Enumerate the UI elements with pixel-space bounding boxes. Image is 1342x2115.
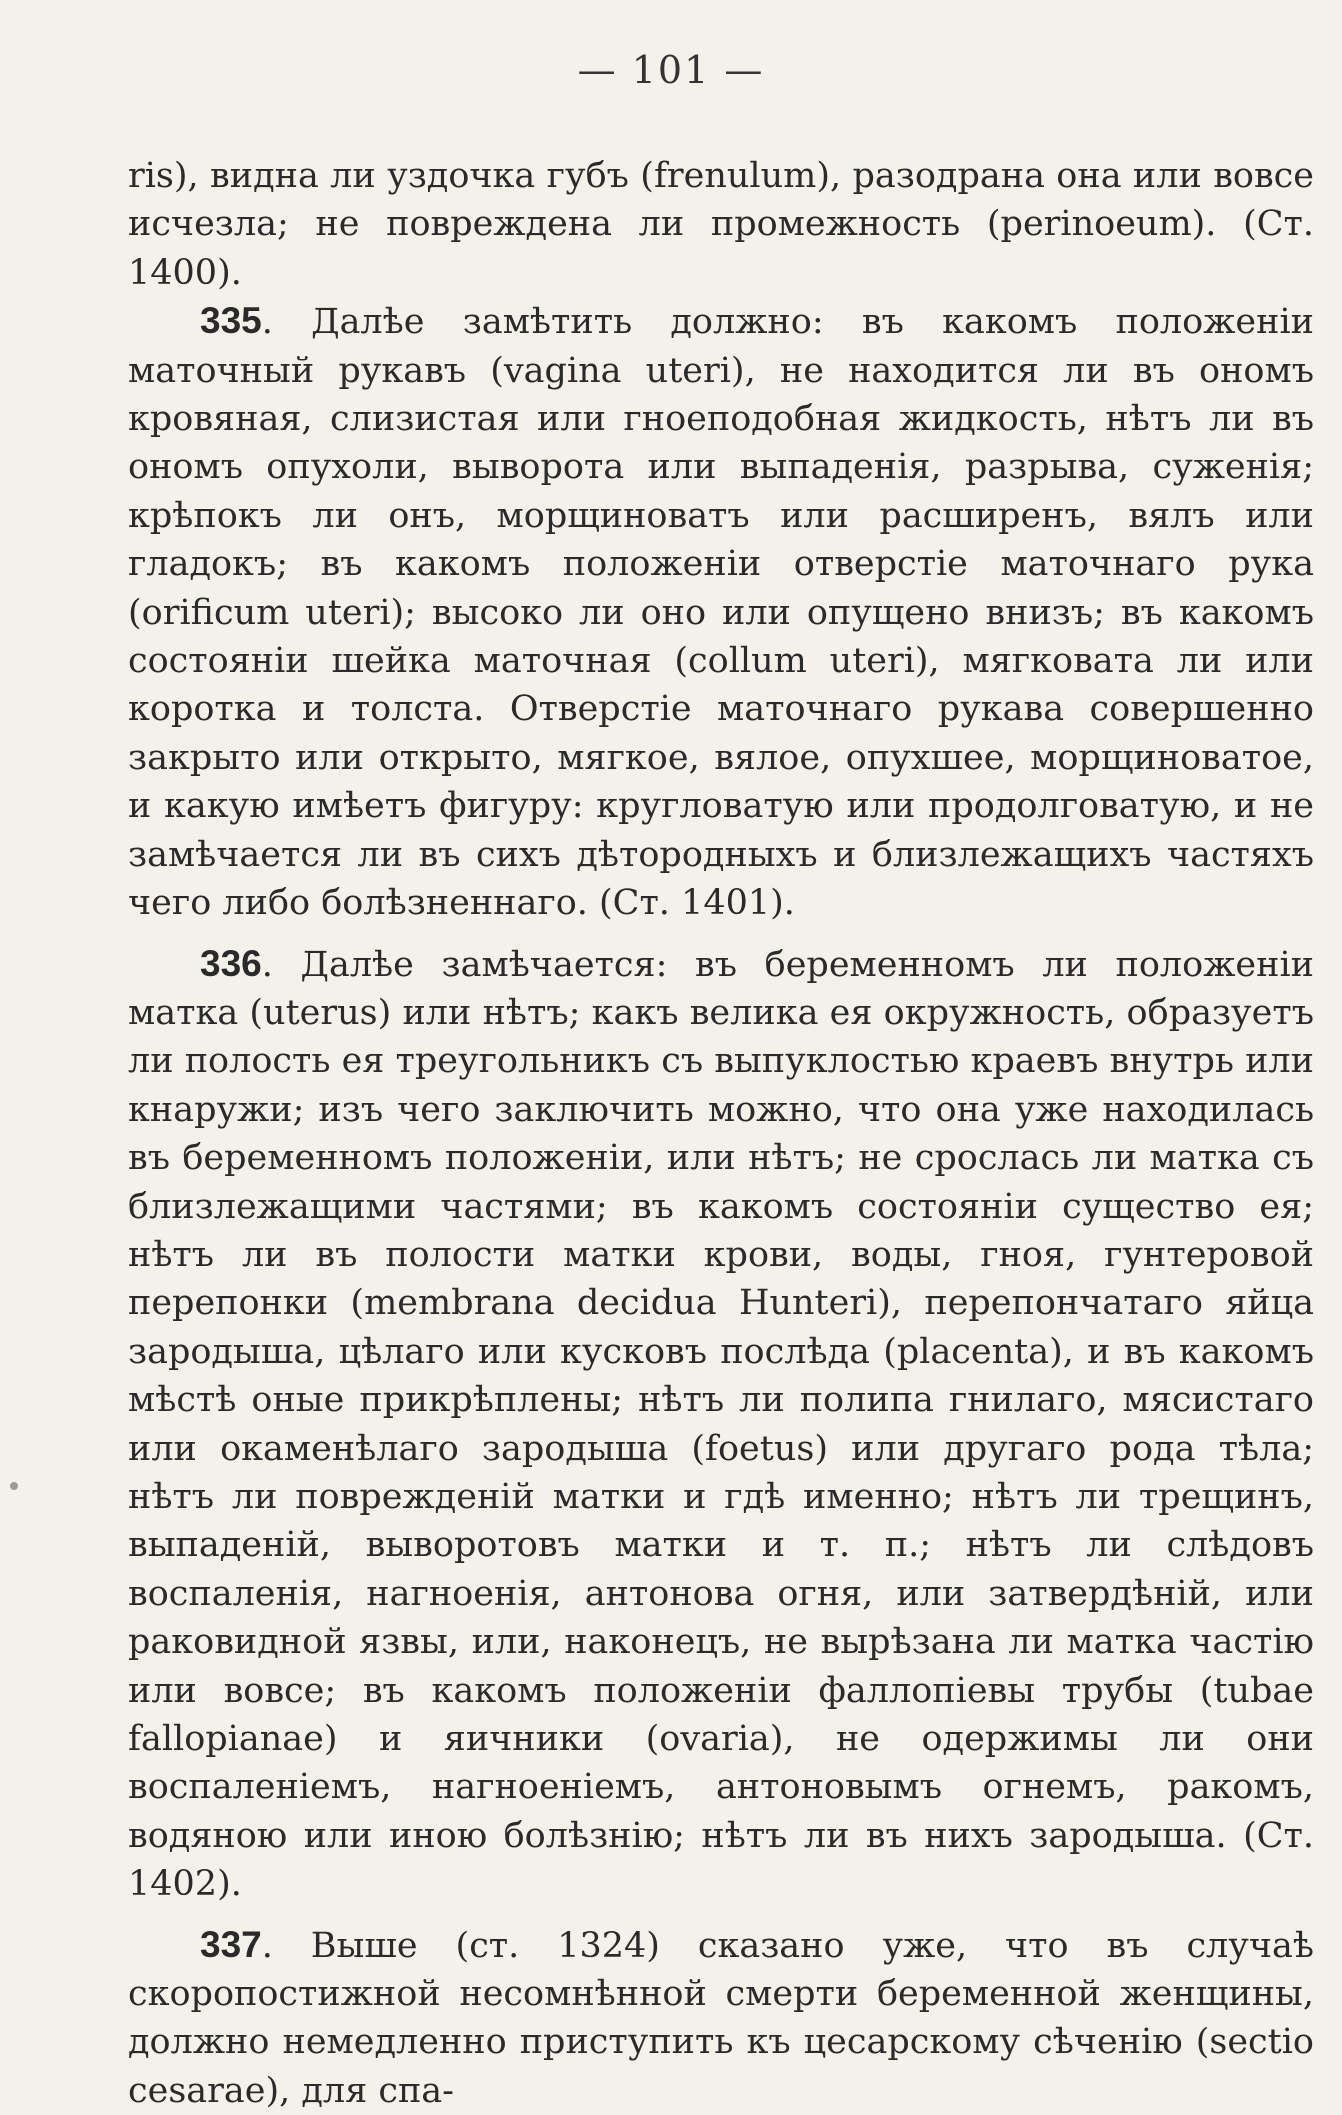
paragraph-text: . Выше (ст. 1324) сказано уже, что въ случаѣ скоропостижной несомнѣнной смерти беременной женщины, должно немедленно приступить къ цесарскому сѣченiю (sectio cesarae), для спа- bbox=[128, 1925, 1314, 2111]
paragraph-text: . Далѣе замѣтить должно: въ какомъ положенiи маточный рукавъ (vagina uteri), не находится ли въ ономъ кровяная, слизистая или гноеподобная жидкость, нѣтъ ли въ ономъ опухоли, выворота или выпаденiя, разрыва, суженiя; крѣпокъ ли онъ, морщиноватъ или расширенъ, вялъ или гладокъ; въ какомъ положенiи отверстiе маточнаго рука (orificum uteri); высоко ли оно или опущено внизъ; въ какомъ состоянiи шейка маточная (collum uteri), мягковата ли или коротка и толста. Отверстiе маточнаго рукава совершенно закрыто или открыто, мягкое, вялое, опухшее, морщиноватое, и какую имѣетъ фигуру: кругловатую или продолговатую, и не замѣчается ли въ сихъ дѣтородныхъ и близлежащихъ частяхъ чего либо болѣзненнаго. (Ст. 1401). bbox=[128, 302, 1314, 924]
paragraph-continuation bbox=[128, 152, 1314, 297]
section-number: 335 bbox=[200, 300, 262, 342]
paragraph-336 bbox=[128, 940, 1314, 1909]
paragraph-335 bbox=[128, 297, 1314, 927]
section-number: 337 bbox=[200, 1923, 262, 1965]
body-text bbox=[128, 152, 1314, 2115]
scan-speck bbox=[10, 1482, 18, 1490]
section-number: 336 bbox=[200, 942, 262, 984]
paragraph-337 bbox=[128, 1921, 1314, 2115]
paragraph-text: ris), видна ли уздочка губъ (frenulum), разодрана она или вовсе исчезла; не повреждена ли промежность (perinoeum). (Ст. 1400). bbox=[128, 156, 1314, 293]
paragraph-text: . Далѣе замѣчается: въ беременномъ ли положенiи матка (uterus) или нѣтъ; какъ велика ея окружность, образуетъ ли полость ея треугольникъ съ выпуклостью краевъ внутрь или кнаружи; изъ чего заключить можно, что она уже находилась въ беременномъ положенiи, или нѣтъ; не срослась ли матка съ близлежащими частями; въ какомъ состоянiи существо ея; нѣтъ ли въ полости матки крови, воды, гноя, гунтеровой перепонки (membrana decidua Hunteri), перепончатаго яйца зародыша, цѣлаго или кусковъ послѣда (placenta), и въ какомъ мѣстѣ оные прикрѣплены; нѣтъ ли полипа гнилаго, мясистаго или окаменѣлаго зародыша (foetus) или другаго рода тѣла; нѣтъ ли поврежденiй матки и гдѣ именно; нѣтъ ли трещинъ, выпаденiй, выворотовъ матки и т. п.; нѣтъ ли слѣдовъ воспаленiя, нагноенiя, антонова огня, или затвердѣнiй, или раковидной язвы, или, наконецъ, не вырѣзана ли матка частiю или вовсе; въ какомъ положенiи фаллопiевы трубы (tubae fallopianae) и яичники (ovaria), не одержимы ли они воспаленiемъ, нагноенiемъ, антоновымъ огнемъ, ракомъ, водяною или иною болѣзнiю; нѣтъ ли въ нихъ зародыша. (Ст. 1402). bbox=[128, 944, 1314, 1905]
page-number: — 101 — bbox=[577, 48, 765, 92]
